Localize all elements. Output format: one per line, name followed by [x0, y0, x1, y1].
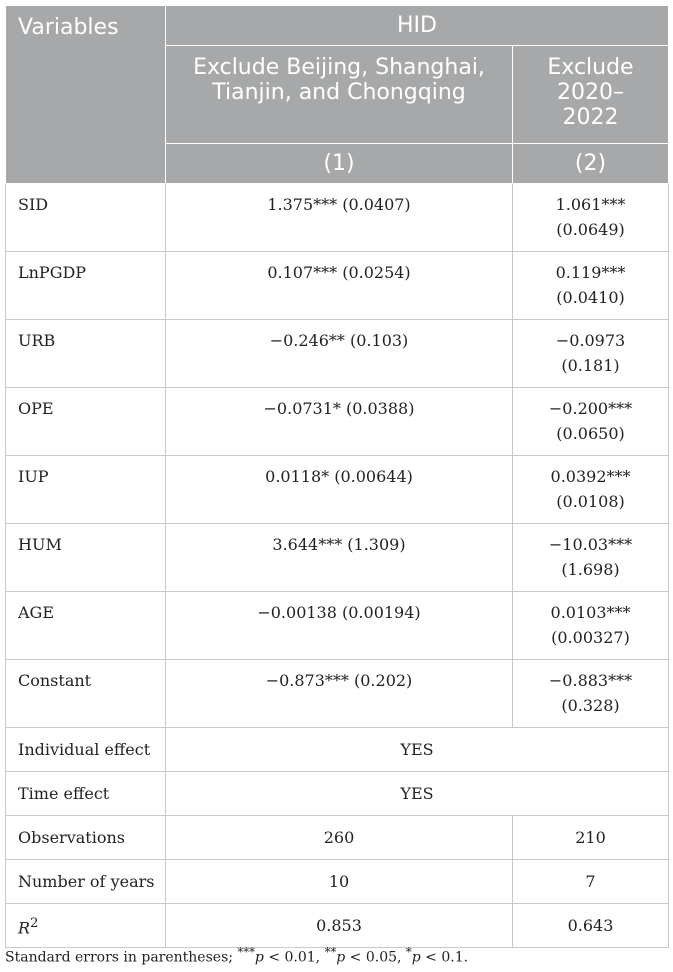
col1-value: 1.375*** (0.0407): [166, 184, 513, 252]
table-row: [6, 592, 669, 660]
r-squared-col2: 0.643: [513, 904, 669, 948]
time-effect-label: Time effect: [6, 772, 166, 816]
variable-name: Constant: [6, 660, 166, 728]
col1-value: −0.873*** (0.202): [166, 660, 513, 728]
r-squared-row: [6, 904, 669, 948]
table-footnote: Standard errors in parentheses; ***p < 0.01, **p < 0.05, *p < 0.1.: [5, 945, 469, 966]
regression-table: [5, 5, 669, 948]
col1-number: (1): [166, 144, 513, 184]
col2-title: Exclude 2020– 2022: [513, 46, 669, 144]
observations-col2: 210: [513, 816, 669, 860]
individual-effect-value: YES: [166, 728, 669, 772]
col2-number: (2): [513, 144, 669, 184]
col2-value: −0.883*** (0.328): [513, 660, 669, 728]
table-row: [6, 456, 669, 524]
table-row: [6, 252, 669, 320]
variable-name: LnPGDP: [6, 252, 166, 320]
variable-name: SID: [6, 184, 166, 252]
years-col2: 7: [513, 860, 669, 904]
variable-name: IUP: [6, 456, 166, 524]
col1-value: 3.644*** (1.309): [166, 524, 513, 592]
time-effect-value: YES: [166, 772, 669, 816]
col2-value: 0.119*** (0.0410): [513, 252, 669, 320]
table-row: [6, 660, 669, 728]
individual-effect-row: [6, 728, 669, 772]
table-row: [6, 184, 669, 252]
table-row: [6, 524, 669, 592]
col2-value: −10.03*** (1.698): [513, 524, 669, 592]
time-effect-row: [6, 772, 669, 816]
col2-value: −0.0973 (0.181): [513, 320, 669, 388]
years-row: [6, 860, 669, 904]
observations-col1: 260: [166, 816, 513, 860]
col1-value: 0.107*** (0.0254): [166, 252, 513, 320]
col2-value: −0.200*** (0.0650): [513, 388, 669, 456]
r-squared-label: $R^2$: [6, 904, 166, 948]
variable-name: URB: [6, 320, 166, 388]
col1-value: −0.246** (0.103): [166, 320, 513, 388]
col2-value: 0.0103*** (0.00327): [513, 592, 669, 660]
col1-title: Exclude Beijing, Shanghai, Tianjin, and Chongqing: [166, 46, 513, 144]
col1-value: −0.00138 (0.00194): [166, 592, 513, 660]
variable-name: OPE: [6, 388, 166, 456]
observations-label: Observations: [6, 816, 166, 860]
table-row: [6, 388, 669, 456]
variables-header: Variables: [6, 6, 166, 184]
col1-value: −0.0731* (0.0388): [166, 388, 513, 456]
individual-effect-label: Individual effect: [6, 728, 166, 772]
r-squared-col1: 0.853: [166, 904, 513, 948]
table-row: [6, 320, 669, 388]
variable-name: AGE: [6, 592, 166, 660]
observations-row: [6, 816, 669, 860]
col2-value: 1.061*** (0.0649): [513, 184, 669, 252]
years-label: Number of years: [6, 860, 166, 904]
dependent-variable-header: HID: [166, 6, 669, 46]
years-col1: 10: [166, 860, 513, 904]
variable-name: HUM: [6, 524, 166, 592]
col1-value: 0.0118* (0.00644): [166, 456, 513, 524]
col2-value: 0.0392*** (0.0108): [513, 456, 669, 524]
